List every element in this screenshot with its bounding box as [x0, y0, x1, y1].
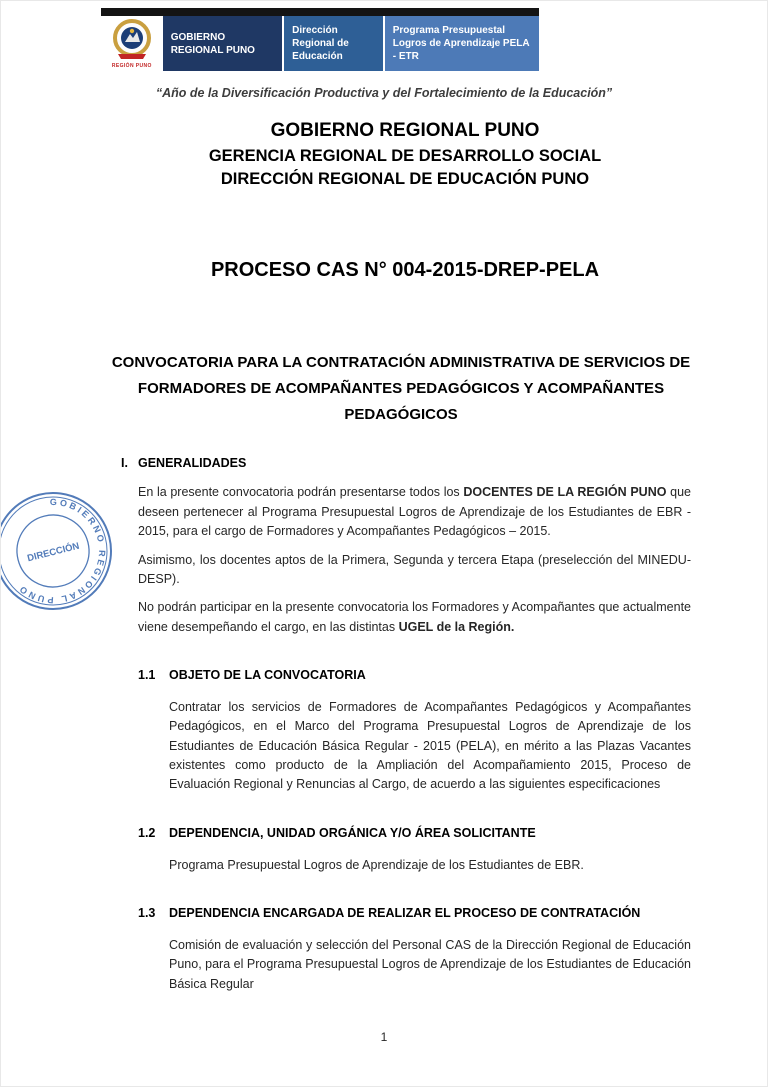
subsection-1-2-body: Programa Presupuestal Logros de Aprendizaje de los Estudiantes de EBR. — [169, 857, 584, 872]
title-direccion-regional: DIRECCIÓN REGIONAL DE EDUCACIÓN PUNO — [220, 170, 590, 188]
paragraph-3-post: . — [510, 619, 515, 634]
header-box-label: Dirección Regional de Educación — [292, 25, 349, 62]
subsection-1-1-body: Contratar los servicios de Formadores de Acompañantes Pedagógicos y Acompañantes Pedagógicos, en el Marco del Programa Presupuestal Logros de Aprendizaje de los Estudiantes de Educación Básica Regular - 2015 (PELA), en mérito a las Plazas Vacantes existentes como producto de la Ampliación del Acompañamiento 2015, Proceso de Evaluación Regional y Renuncias al Cargo, de acuerdo a las siguientes especificaciones — [169, 699, 691, 792]
page-number: 1 — [380, 1030, 388, 1044]
header-box-label: Programa Presupuestal Logros de Aprendizaje PELA - ETR — [392, 25, 530, 62]
year-motto: “Año de la Diversificación Productiva y del Fortalecimiento de la Educación” — [155, 86, 613, 100]
subsection-1-2-heading — [138, 824, 691, 843]
paragraph-3-pre: No podrán participar en la presente convocatoria los Formadores y Acompañantes que actualmente viene desempeñando el cargo, en las distintas — [138, 600, 691, 634]
subsection-1-3-body: Comisión de evaluación y selección del Personal CAS de la Dirección Regional de Educación Puno, para el Programa Presupuestal Logros de Aprendizaje de los Estudiantes de Educación Básica Regular — [169, 937, 691, 991]
region-puno-emblem-icon — [110, 18, 154, 62]
paragraph-1 — [138, 483, 691, 541]
subsection-1-3-heading — [138, 904, 691, 923]
subsection-number: 1.2 — [138, 825, 156, 840]
paragraph-3-bold: UGEL de la Región — [398, 619, 511, 634]
header-box-direccion-regional — [284, 16, 383, 71]
logo-caption: REGIÓN PUNO — [111, 63, 152, 69]
subsection-1-2 — [138, 824, 691, 875]
subsection-title: DEPENDENCIA ENCARGADA DE REALIZAR EL PROCESO DE CONTRATACIÓN — [169, 906, 641, 920]
title-gerencia-regional: GERENCIA REGIONAL DE DESARROLLO SOCIAL — [208, 147, 602, 165]
subsection-number: 1.3 — [138, 906, 156, 920]
convocatoria-heading: CONVOCATORIA PARA LA CONTRATACIÓN ADMINISTRATIVA DE SERVICIOS DE FORMADORES DE ACOMPAÑANTES PEDAGÓGICOS Y ACOMPAÑANTES PEDAGÓGICOS — [111, 354, 691, 423]
institutional-titles — [100, 120, 710, 189]
section-numeral: I. — [121, 456, 128, 470]
letterhead — [101, 8, 539, 71]
subsection-1-3 — [138, 904, 691, 994]
section-title: GENERALIDADES — [138, 456, 247, 470]
subsection-1-1-heading — [138, 666, 691, 685]
subsection-title: DEPENDENCIA, UNIDAD ORGÁNICA Y/O ÁREA SOLICITANTE — [169, 825, 536, 840]
section-generalidades-heading — [121, 454, 691, 473]
paragraph-1-post: que deseen pertenecer al Programa Presupuestal Logros de Aprendizaje de los Estudiantes de EBR - 2015, para el cargo de Formadores y Acompañantes Pedagógicos – 2015. — [138, 485, 691, 539]
document-body — [121, 454, 691, 1007]
title-gobierno-regional: GOBIERNO REGIONAL PUNO — [270, 120, 540, 141]
process-title: PROCESO CAS N° 004-2015-DREP-PELA — [210, 259, 600, 281]
header-box-label: GOBIERNO REGIONAL PUNO — [170, 31, 255, 56]
subsection-number: 1.1 — [138, 668, 156, 682]
paragraph-3 — [138, 598, 691, 637]
institution-logo — [101, 16, 163, 71]
paragraph-2: Asimismo, los docentes aptos de la Primera, Segunda y tercera Etapa (preselección del MINEDU-DESP). — [138, 552, 691, 586]
subsection-1-1 — [138, 666, 691, 795]
paragraph-1-pre: En la presente convocatoria podrán presentarse todos los — [138, 485, 464, 500]
subsection-title: OBJETO DE LA CONVOCATORIA — [169, 668, 366, 682]
seal-center-text: DIRECCIÓN — [26, 540, 81, 565]
header-box-gobierno-regional — [163, 16, 282, 71]
seal-ring-text: GOBIERNO REGIONAL PUNO — [15, 496, 108, 606]
paragraph-1-bold: DOCENTES DE LA REGIÓN PUNO — [463, 485, 667, 500]
header-box-programa-pela — [385, 16, 539, 71]
